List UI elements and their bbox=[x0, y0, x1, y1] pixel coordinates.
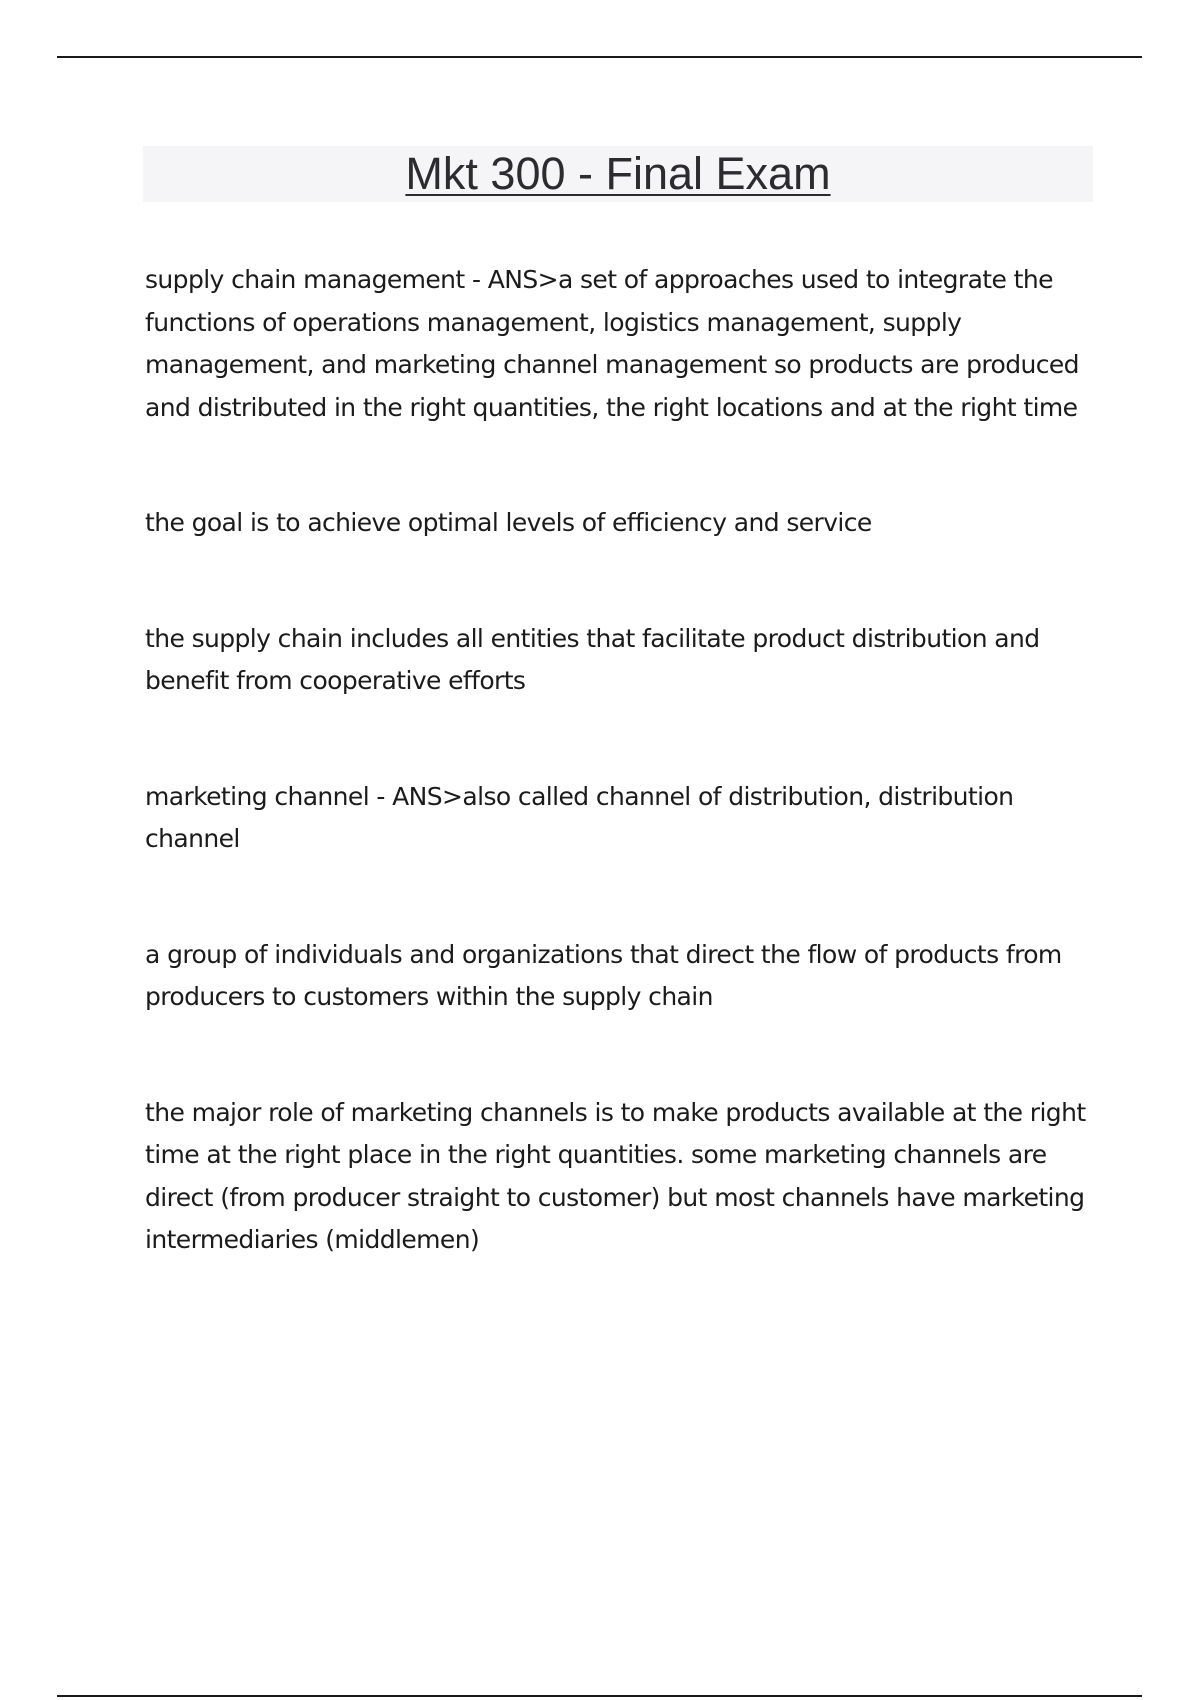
paragraph-marketing-channel-group: a group of individuals and organizations that direct the flow of products from producers to customers within the supply chain bbox=[145, 939, 1062, 1011]
paragraph-marketing-channel-definition: marketing channel - ANS>also called channel of distribution, distribution channel bbox=[145, 781, 1014, 853]
paragraph-supply-chain-goal: the goal is to achieve optimal levels of efficiency and service bbox=[145, 508, 872, 537]
document-title: Mkt 300 - Final Exam bbox=[405, 148, 831, 199]
paragraph-marketing-channel-role: the major role of marketing channels is to make products available at the right time at the right place in the right quantities. some marketing channels are direct (from producer straight to customer) but most channels have marketing intermediaries (middlemen) bbox=[145, 1097, 1086, 1254]
top-rule bbox=[57, 56, 1142, 58]
bottom-rule bbox=[57, 1695, 1142, 1697]
paragraph-supply-chain-definition: supply chain management - ANS>a set of approaches used to integrate the functions of operations management, logistics management, supply management, and marketing channel management so products are produced and distributed in the right quantities, the right locations and at the right time bbox=[145, 265, 1079, 422]
paragraph-supply-chain-entities: the supply chain includes all entities that facilitate product distribution and benefit from cooperative efforts bbox=[145, 623, 1040, 695]
document-body bbox=[145, 259, 1095, 1262]
title-band bbox=[143, 146, 1093, 202]
